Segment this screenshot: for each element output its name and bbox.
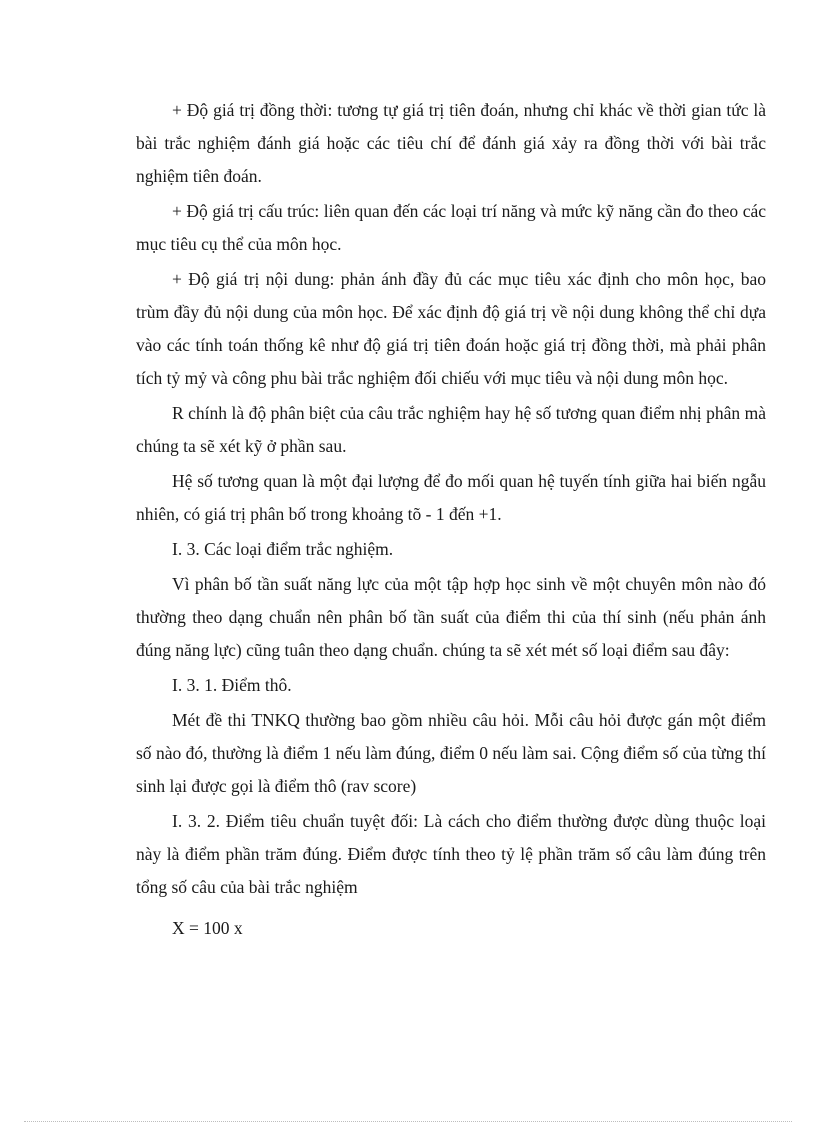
subsection-heading-raw-score: I. 3. 1. Điểm thô. (172, 675, 292, 695)
paragraph-correlation-coefficient: Hệ số tương quan là một đại lượng để đo mối quan hệ tuyến tính giữa hai biến ngẫu nhiên, có giá trị phân bố trong khoảng tõ - 1 đến +1. (136, 471, 766, 524)
paragraph-raw-score: Mét đề thi TNKQ thường bao gồm nhiều câu hỏi. Mỗi câu hỏi được gán một điểm số nào đó, thường là điểm 1 nếu làm đúng, điểm 0 nếu làm sai. Cộng điểm số của từng thí sinh lại được gọi là điểm thô (rav score) (136, 710, 766, 796)
paragraph-construct-validity: + Độ giá trị cấu trúc: liên quan đến các loại trí năng và mức kỹ năng cần đo theo các mục tiêu cụ thể của môn học. (136, 201, 766, 254)
paragraph-absolute-standard-score: I. 3. 2. Điểm tiêu chuẩn tuyệt đối: Là cách cho điểm thường được dùng thuộc loại này là điểm phần trăm đúng. Điểm được tính theo tỷ lệ phần trăm số câu làm đúng trên tổng số câu của bài trắc nghiệm (136, 811, 766, 897)
paragraph-score-distribution: Vì phân bố tần suất năng lực của một tập hợp học sinh về một chuyên môn nào đó thường theo dạng chuẩn nên phân bố tần suất của điểm thi của thí sinh (nếu phản ánh đúng năng lực) cũng tuân theo dạng chuẩn. chúng ta sẽ xét mét số loại điểm sau đây: (136, 574, 766, 660)
paragraph-discrimination-index: R chính là độ phân biệt của câu trắc nghiệm hay hệ số tương quan điểm nhị phân mà chúng ta sẽ xét kỹ ở phần sau. (136, 403, 766, 456)
page-bottom-divider (24, 1121, 792, 1122)
section-heading-test-scores: I. 3. Các loại điểm trắc nghiệm. (172, 539, 394, 559)
document-body (136, 94, 766, 947)
paragraph-concurrent-validity: + Độ giá trị đồng thời: tương tự giá trị tiên đoán, nhưng chỉ khác về thời gian tức là bài trắc nghiệm đánh giá hoặc các tiêu chí để đánh giá xảy ra đồng thời với bài trắc nghiệm tiên đoán. (136, 100, 766, 186)
paragraph-content-validity: + Độ giá trị nội dung: phản ánh đầy đủ các mục tiêu xác định cho môn học, bao trùm đầy đủ nội dung của môn học. Để xác định độ giá trị về nội dung không thể chỉ dựa vào các tính toán thống kê như độ giá trị tiên đoán hoặc giá trị đồng thời, mà phải phân tích tỷ mỷ và công phu bài trắc nghiệm đối chiếu với mục tiêu và nội dung môn học. (136, 269, 766, 388)
formula-percent-correct: X = 100 x (172, 918, 243, 938)
